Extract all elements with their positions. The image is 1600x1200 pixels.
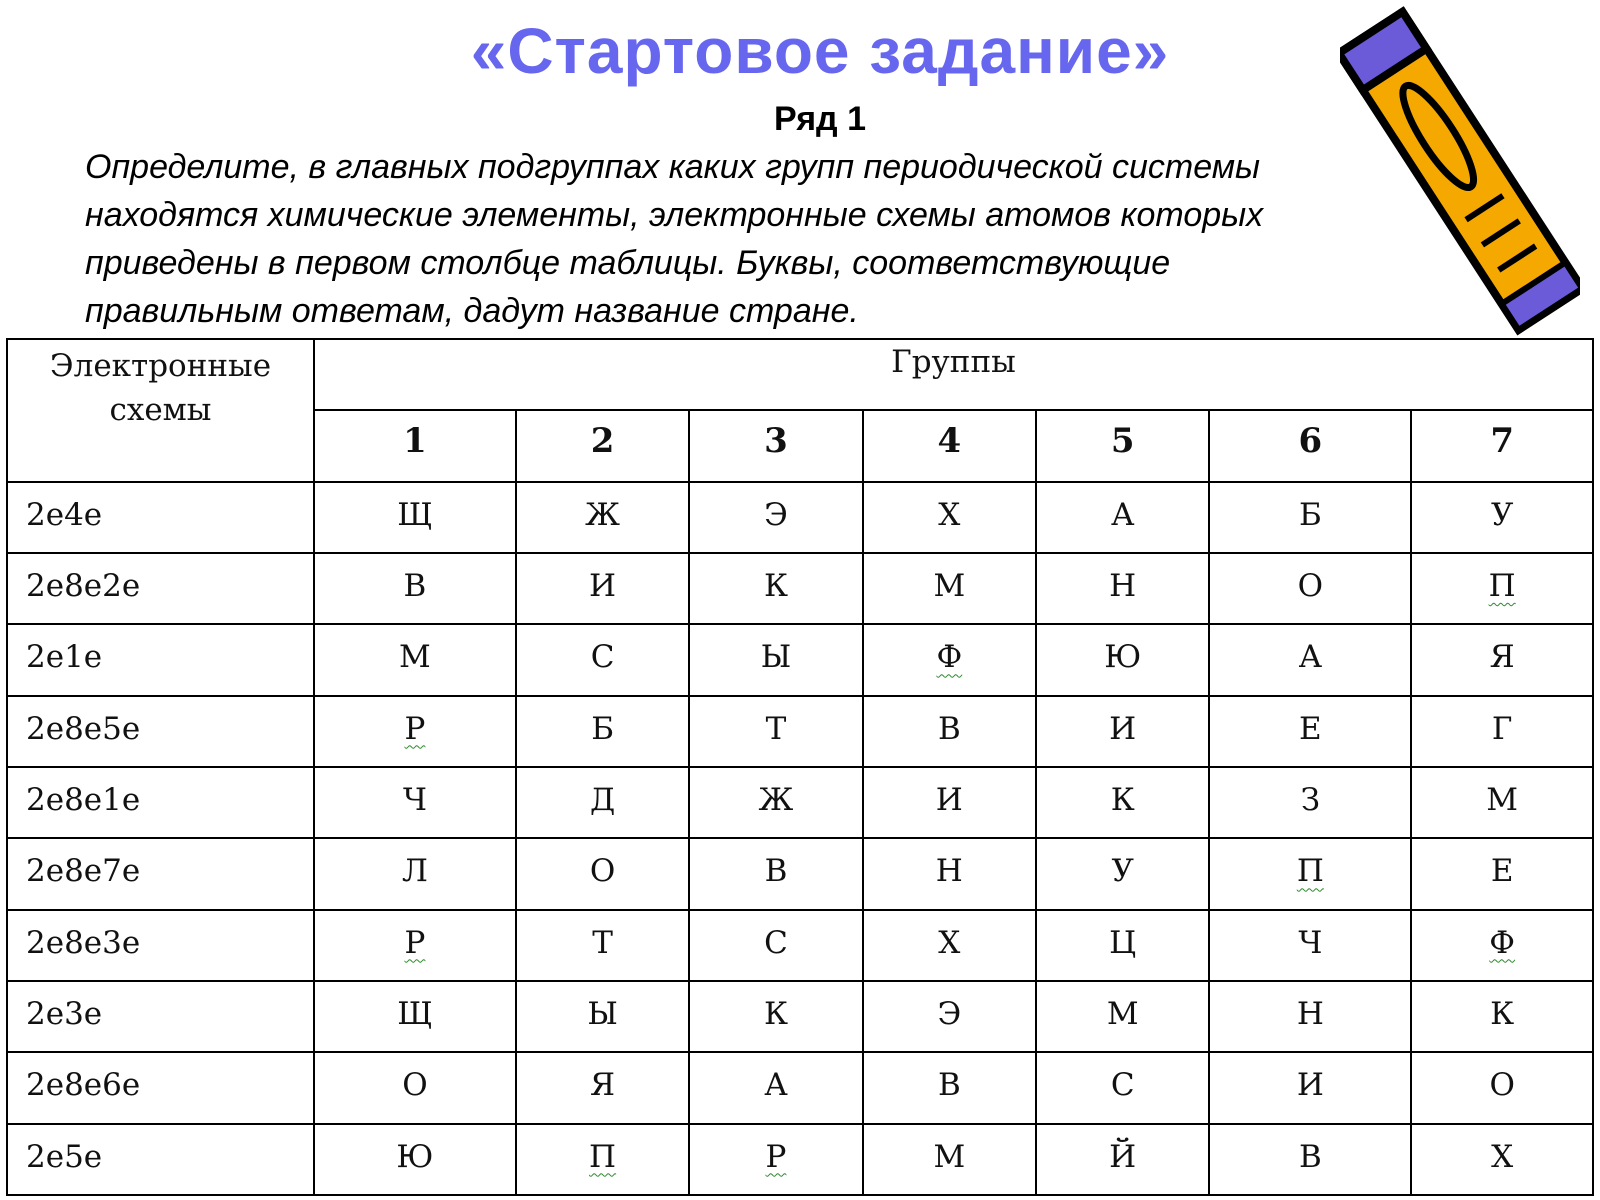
letter-cell [1036, 838, 1209, 909]
letter-cell [1411, 1124, 1593, 1195]
letter-cell [1036, 1052, 1209, 1123]
letter: Б [1298, 496, 1322, 533]
letter: Б [591, 710, 614, 747]
letter-cell [689, 767, 862, 838]
groups-header: Группы [314, 339, 1593, 410]
letter: И [935, 781, 963, 818]
letter-cell [314, 1124, 516, 1195]
letter-cell [314, 696, 516, 767]
letter-cell [863, 624, 1036, 695]
letter-cell [516, 910, 689, 981]
letter: К [763, 995, 788, 1032]
letter: М [399, 639, 431, 676]
letter: К [1110, 781, 1135, 818]
letter-cell [1411, 767, 1593, 838]
electron-scheme-cell: 2е8е5е [7, 696, 314, 767]
letter: И [1109, 710, 1137, 747]
letter-cell [1036, 696, 1209, 767]
group-number-header: 1 [314, 410, 516, 481]
letter: Щ [397, 496, 433, 533]
letter: Х [938, 924, 961, 961]
letter-cell [314, 981, 516, 1052]
letter: Ж [585, 496, 620, 533]
letter-cell [314, 1052, 516, 1123]
letter-cell [1036, 981, 1209, 1052]
letter-cell [516, 838, 689, 909]
schemes-header-line: схемы [109, 392, 212, 428]
task-line: Определите, в главных подгруппах каких групп периодической системы [85, 148, 1261, 186]
letter-cell [689, 1052, 862, 1123]
letter: М [1106, 995, 1139, 1032]
letter-cell [314, 767, 516, 838]
letter: О [1297, 567, 1324, 604]
group-number-header: 4 [863, 410, 1036, 481]
letter: Е [1490, 853, 1514, 890]
table-row [7, 981, 1593, 1052]
letter: У [1111, 853, 1134, 890]
letter-cell [314, 553, 516, 624]
letter-cell [1411, 981, 1593, 1052]
letter-cell [1209, 1124, 1411, 1195]
letter: Д [589, 781, 616, 818]
letter-cell [689, 1124, 862, 1195]
letter: Г [1491, 710, 1513, 747]
pencil-icon [1340, 0, 1580, 340]
letter: О [589, 853, 616, 890]
letter-cell [1036, 1124, 1209, 1195]
electron-scheme-cell: 2е8е2е [7, 553, 314, 624]
letter: Ч [1298, 924, 1323, 961]
letter-cell [689, 482, 862, 553]
letter-cell [516, 767, 689, 838]
letter-cell [314, 624, 516, 695]
letter: В [764, 853, 788, 890]
letter-cell [516, 624, 689, 695]
letter-cell [516, 981, 689, 1052]
letter-cell [1036, 767, 1209, 838]
task-line: приведены в первом столбце таблицы. Буквы, соответствующие [85, 244, 1171, 282]
group-number-header: 7 [1411, 410, 1593, 481]
task-line: находятся химические элементы, электронные схемы атомов которых [85, 196, 1264, 234]
letter: И [1296, 1067, 1324, 1104]
letter-cell [863, 910, 1036, 981]
letter-cell [516, 553, 689, 624]
letter: О [402, 1067, 428, 1104]
letter: К [763, 567, 788, 604]
letter-cell [314, 910, 516, 981]
letter: Я [590, 1067, 616, 1104]
letter-cell [1036, 553, 1209, 624]
electron-scheme-cell: 2е5е [7, 1124, 314, 1195]
letter: Ы [587, 995, 618, 1032]
letter: Ч [402, 781, 427, 818]
letter-cell [689, 624, 862, 695]
letter: Р [404, 924, 426, 961]
letter: Н [1109, 567, 1137, 604]
letter-cell [689, 838, 862, 909]
letter-cell [1209, 838, 1411, 909]
letter-cell [689, 553, 862, 624]
letter: Ю [396, 1138, 434, 1175]
letter: М [933, 1138, 966, 1175]
letter: Ц [1109, 924, 1137, 961]
letter: Р [404, 710, 426, 747]
letter: Щ [397, 995, 433, 1032]
letter: Ф [1489, 924, 1516, 961]
letter-cell [1209, 910, 1411, 981]
electron-scheme-cell: 2е1е [7, 624, 314, 695]
letter: Н [1296, 995, 1324, 1032]
letter: Р [765, 1138, 787, 1175]
letter: В [403, 567, 427, 604]
letter-cell [1209, 1052, 1411, 1123]
row-subtitle: Ряд 1 [773, 100, 866, 138]
letter-cell [1036, 624, 1209, 695]
letter: А [1110, 496, 1135, 533]
letter: М [1486, 781, 1519, 818]
letter-cell [863, 981, 1036, 1052]
letter-cell [1411, 696, 1593, 767]
letter-cell [1411, 624, 1593, 695]
letter-cell [863, 838, 1036, 909]
electron-scheme-cell: 2е8е1е [7, 767, 314, 838]
letter-cell [863, 1052, 1036, 1123]
letter: М [933, 567, 966, 604]
letter: П [1488, 567, 1516, 604]
letter-cell [516, 482, 689, 553]
group-number-header: 6 [1209, 410, 1411, 481]
letter: Й [1109, 1138, 1137, 1175]
letter: Т [765, 710, 787, 747]
letter: В [1298, 1138, 1322, 1175]
letter: О [1489, 1067, 1515, 1104]
letter: Н [935, 853, 963, 890]
letter: Х [1491, 1138, 1514, 1175]
letter: Э [764, 496, 788, 533]
letter-cell [1209, 553, 1411, 624]
letter-cell [863, 1124, 1036, 1195]
letter-cell [1411, 838, 1593, 909]
letter-cell [1411, 553, 1593, 624]
letter-cell [1209, 767, 1411, 838]
page-title: «Стартовое задание» [470, 15, 1170, 87]
letter: Ы [760, 639, 792, 676]
letter-cell [1209, 624, 1411, 695]
letter-cell [689, 696, 862, 767]
group-number-header: 5 [1036, 410, 1209, 481]
letter-cell [314, 838, 516, 909]
letter: С [764, 924, 788, 961]
schemes-header-line: Электронные [49, 348, 272, 384]
letter-cell [863, 482, 1036, 553]
table-row [7, 482, 1593, 553]
letter: Ф [936, 639, 963, 676]
table-row [7, 1124, 1593, 1195]
letter-cell [1411, 1052, 1593, 1123]
table-row [7, 1052, 1593, 1123]
electron-scheme-cell: 2е8е7е [7, 838, 314, 909]
task-line: правильным ответам, дадут название стране. [85, 292, 859, 330]
letters-table [6, 338, 1594, 1196]
letter-cell [689, 910, 862, 981]
letter-cell [1036, 482, 1209, 553]
letter-cell [1209, 696, 1411, 767]
letter: А [1298, 639, 1323, 676]
schemes-header [7, 339, 314, 482]
table-row [7, 767, 1593, 838]
letter: И [589, 567, 617, 604]
table-row [7, 838, 1593, 909]
letter: С [1110, 1067, 1135, 1104]
letter-cell [1411, 910, 1593, 981]
letter: А [764, 1067, 788, 1104]
letter-cell [314, 482, 516, 553]
letter-cell [516, 1124, 689, 1195]
letter-cell [689, 981, 862, 1052]
table-row [7, 624, 1593, 695]
letter: П [1296, 853, 1324, 890]
letter-cell [1036, 910, 1209, 981]
table-row [7, 696, 1593, 767]
letter: К [1490, 995, 1515, 1032]
letter: Х [938, 496, 961, 533]
group-number-header: 2 [516, 410, 689, 481]
task-text [85, 143, 1505, 335]
letter: Л [401, 853, 428, 890]
electron-scheme-cell: 2е4е [7, 482, 314, 553]
electron-scheme-cell: 2е8е6е [7, 1052, 314, 1123]
letter-cell [516, 1052, 689, 1123]
letter: Ж [758, 781, 794, 818]
electron-scheme-cell: 2е3е [7, 981, 314, 1052]
letter-cell [863, 767, 1036, 838]
letter: Э [937, 995, 962, 1032]
letter-cell [1209, 981, 1411, 1052]
group-number-header: 3 [689, 410, 862, 481]
letter-cell [1411, 482, 1593, 553]
letter: Ю [1104, 639, 1142, 676]
letter-cell [1209, 482, 1411, 553]
letter-cell [516, 696, 689, 767]
letter-cell [863, 553, 1036, 624]
letter: П [589, 1138, 617, 1175]
electron-scheme-cell: 2е8е3е [7, 910, 314, 981]
letter: Е [1299, 710, 1322, 747]
letter: У [1490, 496, 1514, 533]
letter: В [937, 710, 961, 747]
letter-cell [863, 696, 1036, 767]
table-row [7, 910, 1593, 981]
letter: В [937, 1067, 961, 1104]
letter: Т [592, 924, 613, 961]
letter: З [1300, 781, 1321, 818]
table-row [7, 553, 1593, 624]
letter: С [590, 639, 615, 676]
letter: Я [1489, 639, 1515, 676]
